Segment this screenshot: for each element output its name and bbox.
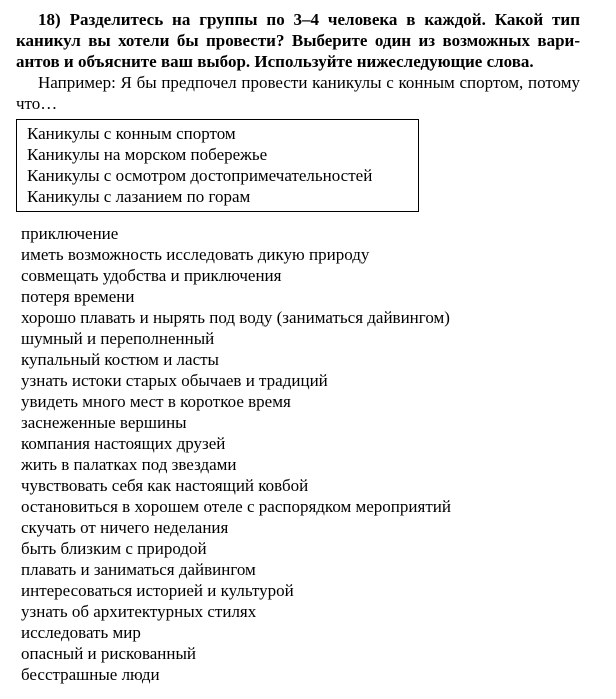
- options-box: [16, 119, 419, 212]
- word-list-item: хорошо плавать и нырять под воду (заниматься дайвингом): [21, 308, 450, 327]
- option-item: Каникулы на морском побережье: [27, 145, 268, 164]
- word-list-item: исследовать мир: [21, 623, 141, 642]
- option-item: Каникулы с лазанием по горам: [27, 187, 251, 206]
- word-list-item: купальный костюм и ласты: [21, 350, 219, 369]
- word-list-item: опасный и рискованный: [21, 644, 197, 663]
- word-list-item: увидеть много мест в короткое время: [21, 392, 291, 411]
- option-item: Каникулы с осмотром достопримечательностей: [27, 166, 373, 185]
- word-list-item: бесстрашные люди: [21, 665, 160, 684]
- exercise-number: 18): [38, 10, 61, 29]
- word-list-item: узнать об архитектурных стилях: [21, 602, 257, 621]
- option-item: Каникулы с конным спортом: [27, 124, 236, 143]
- word-list-item: плавать и заниматься дайвингом: [21, 560, 256, 579]
- word-list-item: интересоваться историей и культурой: [21, 581, 294, 600]
- word-list-item: остановиться в хорошем отеле с распорядком мероприятий: [21, 497, 451, 516]
- word-list-item: потеря времени: [21, 287, 135, 306]
- word-list-item: чувствовать себя как настоящий ковбой: [21, 476, 309, 495]
- task-instruction-text: Разделитесь на группы по 3–4 человека в каждой. Какой тип каникул вы хотели бы провести? Выберите один из возможных вариантов и объясните ваш выбор. Используйте нижеследующие слова.: [16, 10, 580, 71]
- task-instruction: [16, 9, 580, 72]
- word-list-item: быть близким с природой: [21, 539, 207, 558]
- example-sentence: Например: Я бы предпочел провести каникулы с конным спортом, потому что…: [16, 73, 580, 113]
- word-list-item: совмещать удобства и приключения: [21, 266, 282, 285]
- word-list-item: иметь возможность исследовать дикую природу: [21, 245, 370, 264]
- word-list-item: шумный и переполненный: [21, 329, 215, 348]
- word-list-item: компания настоящих друзей: [21, 434, 226, 453]
- word-list-item: узнать истоки старых обычаев и традиций: [21, 371, 328, 390]
- word-list-item: скучать от ничего неделания: [21, 518, 229, 537]
- word-list: [16, 223, 580, 685]
- word-list-item: жить в палатках под звездами: [21, 455, 237, 474]
- word-list-item: заснеженные вершины: [21, 413, 187, 432]
- word-list-item: приключение: [21, 224, 119, 243]
